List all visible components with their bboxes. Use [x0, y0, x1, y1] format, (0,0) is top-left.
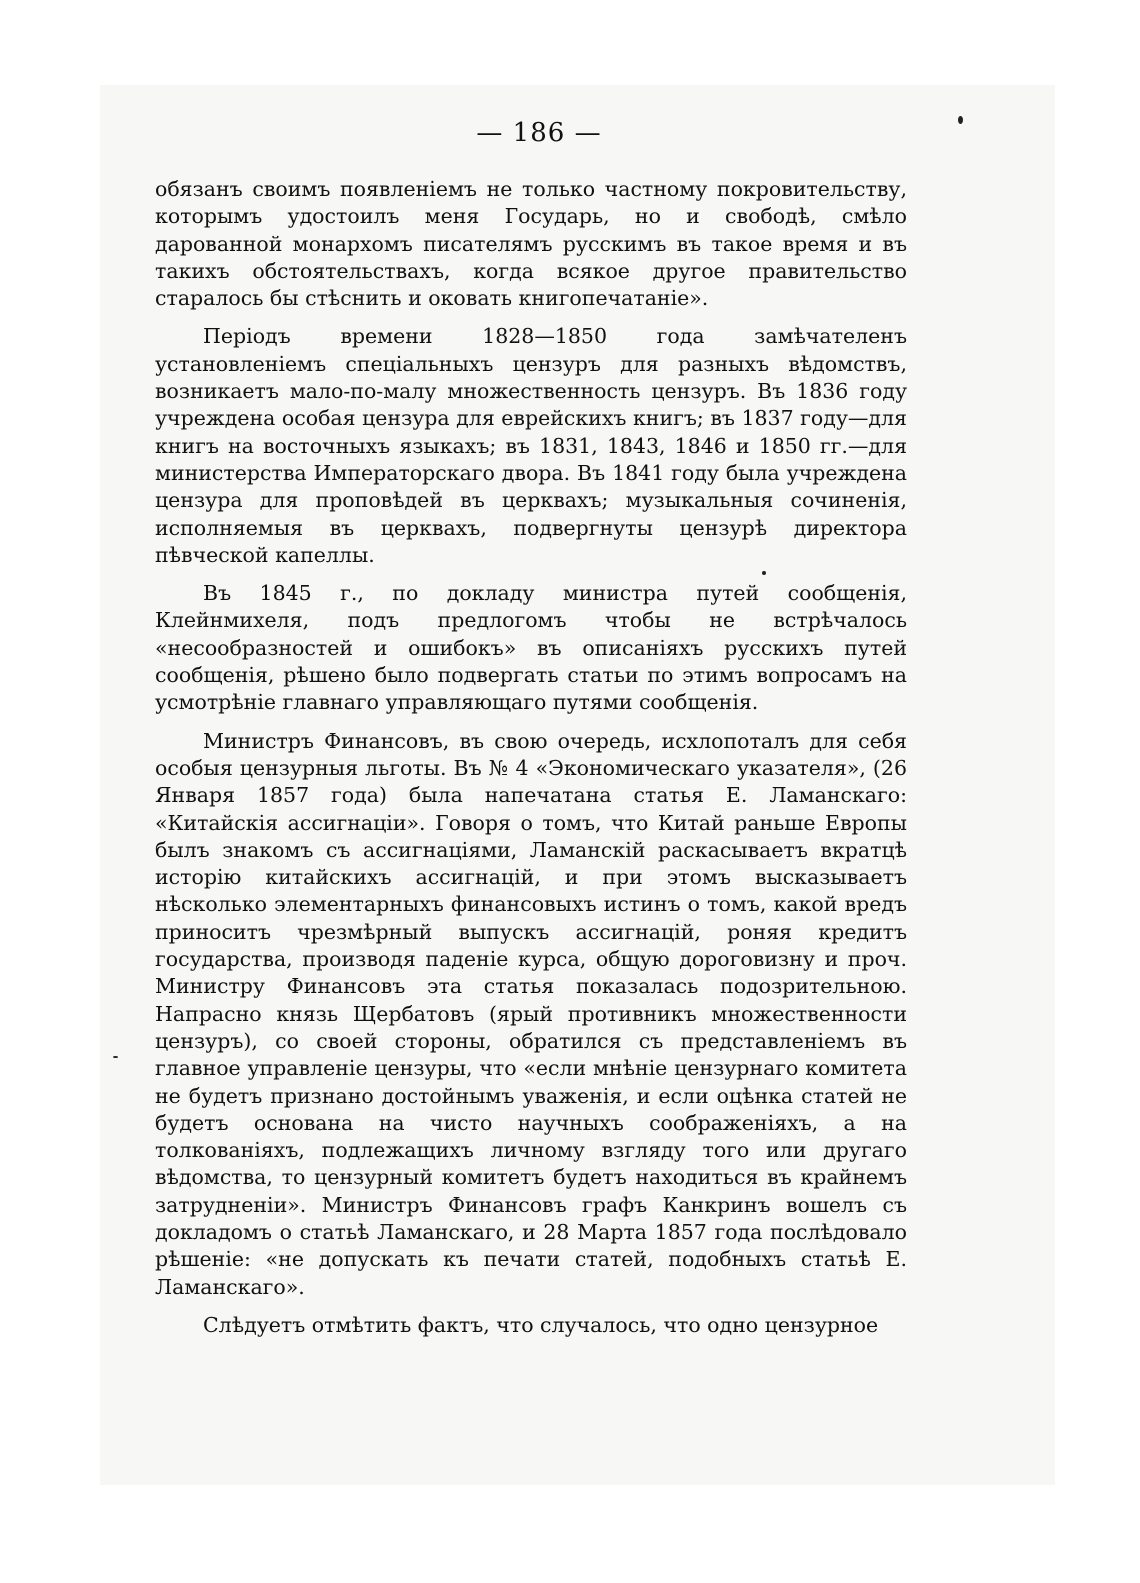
- paragraph-finance-minister: Министръ Финансовъ, въ свою очередь, исхлопоталъ для себя особыя цензурныя льготы. Въ № 4 «Экономическаго указателя», (26 Января 1857 года) была напечатана статья Е. Ламанскаго: «Китайскія ассигнаціи». Говоря о томъ, что Китай раньше Европы былъ знакомъ съ ассигнаціями, Ламанскій раскасываетъ вкратцѣ исторію китайскихъ ассигнацій, и при этомъ высказываетъ нѣсколько элементарныхъ финансовыхъ истинъ о томъ, какой вредъ приноситъ чрезмѣрный выпускъ ассигнацій, роняя кредитъ государства, производя паденіе курса, общую дороговизну и проч. Министру Финансовъ эта статья показалась подозрительною. Напрасно князь Щербатовъ (ярый противникъ множественности цензуръ), со своей стороны, обратился съ представленіемъ въ главное управленіе цензуры, что «если мнѣніе цензурнаго комитета не будетъ признано достойнымъ уваженія, и если оцѣнка статей не будетъ основана на чисто научныхъ соображеніяхъ, а на толкованіяхъ, подлежащихъ личному взгляду того или другаго вѣдомства, то цензурный комитетъ будетъ находиться въ крайнемъ затрудненіи». Министръ Финансовъ графъ Канкринъ вошелъ съ докладомъ о статьѣ Ламанскаго, и 28 Марта 1857 года послѣдовало рѣшеніе: «не допускать къ печати статей, подобныхъ статьѣ Е. Ламанскаго».: [155, 728, 907, 1299]
- scan-speck: [958, 116, 963, 124]
- paragraph-final: Слѣдуетъ отмѣтить фактъ, что случалось, что одно цензурное: [203, 1312, 879, 1337]
- paragraph-kleinmichel: Въ 1845 г., по докладу министра путей сообщенія, Клейнмихеля, подъ предлогомъ чтобы не встрѣчалось «несообразностей и ошибокъ» въ описаніяхъ русскихъ путей сообщенія, рѣшено было подвергать статьи по этимъ вопросамъ на усмотрѣніе главнаго управляющаго путями сообщенія.: [155, 581, 907, 715]
- body-text: [155, 176, 907, 1350]
- page-number: — 186 —: [476, 118, 602, 148]
- paragraph-censorship-period: Періодъ времени 1828—1850 года замѣчателенъ установленіемъ спеціальныхъ цензуръ для разныхъ вѣдомствъ, возникаетъ мало-по-малу множественность цензуръ. Въ 1836 году учреждена особая цензура для еврейскихъ книгъ; въ 1837 году—для книгъ на восточныхъ языкахъ; въ 1831, 1843, 1846 и 1850 гг.—для министерства Императорскаго двора. Въ 1841 году была учреждена цензура для проповѣдей въ церквахъ; музыкальныя сочиненія, исполняемыя въ церквахъ, подвергнуты цензурѣ директора пѣвческой капеллы.: [155, 324, 907, 567]
- scan-speck: [762, 571, 766, 575]
- paragraph-continuation: обязанъ своимъ появленіемъ не только частному покровительству, которымъ удостоилъ меня Государь, но и свободѣ, смѣло дарованной монархомъ писателямъ русскимъ въ такое время и въ такихъ обстоятельствахъ, когда всякое другое правительство старалось бы стѣснить и оковать книгопечатаніе».: [155, 177, 907, 311]
- scan-speck: [113, 1056, 118, 1058]
